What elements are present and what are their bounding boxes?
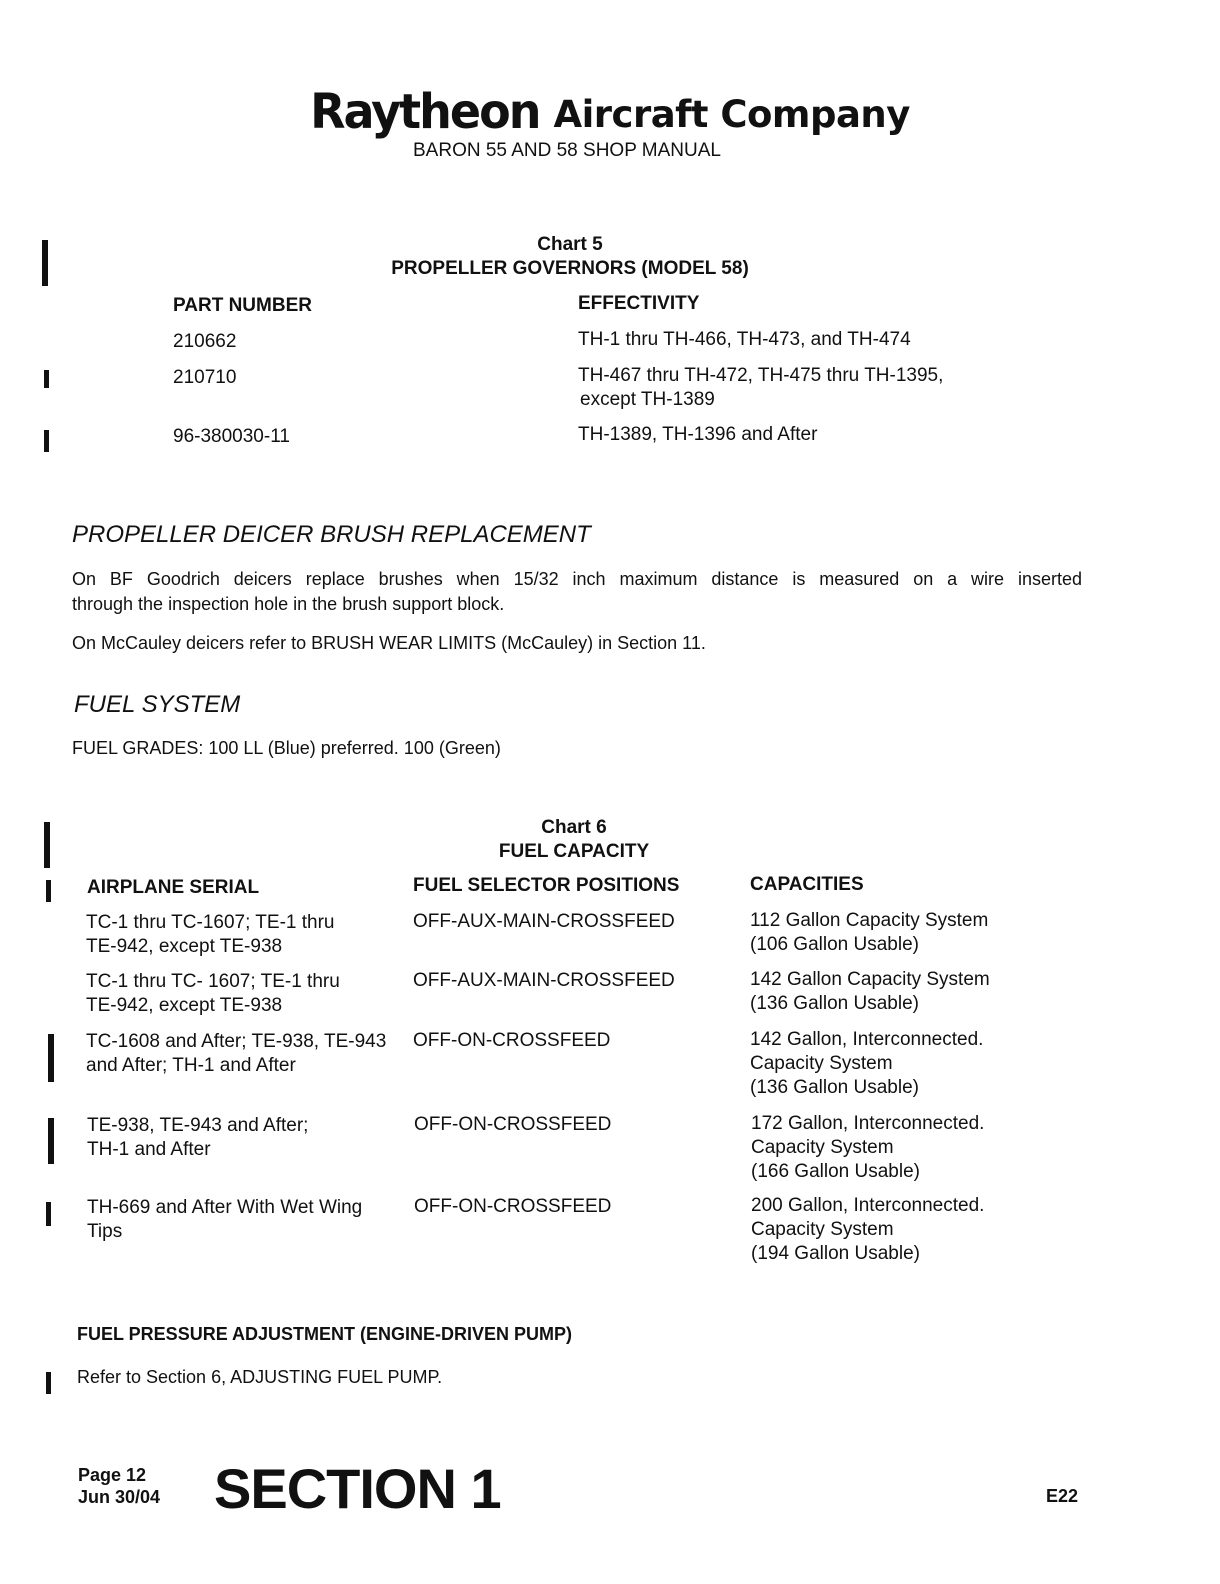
- footer-page-info: [78, 1464, 160, 1508]
- chart6-label: Chart 6: [541, 817, 607, 838]
- chart6-capacity: [751, 1194, 984, 1266]
- fuel-pressure-text: Refer to Section 6, ADJUSTING FUEL PUMP.: [77, 1367, 443, 1387]
- chart6-serial-line: TH-1 and After: [87, 1139, 211, 1160]
- deicer-paragraph: [72, 567, 1082, 617]
- chart6-serial-line: TE-942, except TE-938: [86, 995, 283, 1016]
- chart6-capacity-line: (136 Gallon Usable): [750, 1077, 919, 1098]
- change-bar: [46, 880, 51, 902]
- chart6-serial-line: and After; TH-1 and After: [86, 1055, 296, 1076]
- chart6-capacity-line: (106 Gallon Usable): [750, 934, 919, 955]
- change-bar: [42, 240, 48, 286]
- chart6-capacity-line: Capacity System: [750, 1053, 893, 1074]
- change-bar: [46, 1372, 51, 1394]
- change-bar: [44, 430, 49, 452]
- chart6-serial-line: TH-669 and After With Wet Wing: [87, 1197, 363, 1218]
- chart5-title: PROPELLER GOVERNORS (MODEL 58): [391, 258, 749, 279]
- chart5-label: Chart 5: [537, 234, 603, 255]
- chart6-capacity-line: Capacity System: [751, 1137, 894, 1158]
- company-logo: [0, 84, 1220, 138]
- change-bar: [48, 1118, 54, 1164]
- chart6-serial: [87, 1114, 308, 1162]
- chart6-capacity-line: (166 Gallon Usable): [751, 1161, 920, 1182]
- chart6-serial-line: TC-1 thru TC- 1607; TE-1 thru: [86, 971, 340, 992]
- section-title: SECTION 1: [214, 1457, 501, 1520]
- change-bar: [46, 1202, 51, 1226]
- chart6-header-selector: FUEL SELECTOR POSITIONS: [413, 875, 680, 896]
- chart5-part: 96-380030-11: [173, 426, 290, 447]
- chart5-header-effectivity: EFFECTIVITY: [578, 293, 700, 314]
- raytheon-logo-text: Raytheon: [310, 82, 540, 140]
- chart6-capacity-line: Capacity System: [751, 1219, 894, 1240]
- page-number: Page 12: [78, 1465, 147, 1485]
- fuel-grades-text: FUEL GRADES: 100 LL (Blue) preferred. 100 (Green): [72, 738, 501, 758]
- revision-date: Jun 30/04: [78, 1487, 161, 1507]
- fuel-system-heading: FUEL SYSTEM: [74, 691, 241, 718]
- chart6-selector: OFF-ON-CROSSFEED: [413, 1030, 611, 1051]
- deicer-paragraph-line: On BF Goodrich deicers replace brushes when 15/32 inch maximum distance is measured on a wire inserted: [72, 569, 1082, 589]
- chart5-header-part-number: PART NUMBER: [173, 295, 312, 316]
- mccauley-paragraph: On McCauley deicers refer to BRUSH WEAR LIMITS (McCauley) in Section 11.: [72, 633, 706, 653]
- chart6-serial-line: TC-1608 and After; TE-938, TE-943: [86, 1031, 387, 1052]
- chart6-capacity: [750, 909, 988, 957]
- chart6-header-serial: AIRPLANE SERIAL: [87, 877, 260, 898]
- change-bar: [48, 1034, 54, 1082]
- chart6-selector: OFF-AUX-MAIN-CROSSFEED: [413, 911, 675, 932]
- chart6-selector: OFF-AUX-MAIN-CROSSFEED: [413, 970, 675, 991]
- chart6-serial: [86, 970, 340, 1018]
- chart5-effectivity: TH-1389, TH-1396 and After: [578, 424, 818, 445]
- chart6-header-capacities: CAPACITIES: [750, 874, 864, 895]
- chart6-serial-line: Tips: [87, 1221, 123, 1242]
- chart6-capacity-line: (136 Gallon Usable): [750, 993, 919, 1014]
- chart5-effectivity: TH-467 thru TH-472, TH-475 thru TH-1395,: [578, 365, 944, 386]
- chart6-selector: OFF-ON-CROSSFEED: [414, 1114, 612, 1135]
- chart6-serial-line: TE-942, except TE-938: [86, 936, 283, 957]
- chart5-effectivity: TH-1 thru TH-466, TH-473, and TH-474: [578, 329, 911, 350]
- fuel-pressure-heading: FUEL PRESSURE ADJUSTMENT (ENGINE-DRIVEN PUMP): [77, 1324, 573, 1344]
- chart6-capacity: [750, 968, 990, 1016]
- chart6-title: FUEL CAPACITY: [498, 841, 650, 862]
- change-bar: [44, 822, 50, 868]
- change-bar: [44, 370, 49, 388]
- chart5-part: 210662: [173, 331, 237, 352]
- manual-title: BARON 55 AND 58 SHOP MANUAL: [413, 140, 721, 161]
- chart6-capacity-line: (194 Gallon Usable): [751, 1243, 920, 1264]
- chart6-serial: [87, 1196, 362, 1244]
- chart6-serial: [86, 1030, 386, 1078]
- chart6-capacity-line: 142 Gallon, Interconnected.: [750, 1029, 984, 1050]
- chart6-capacity-line: 200 Gallon, Interconnected.: [751, 1195, 985, 1216]
- chart6-serial-line: TE-938, TE-943 and After;: [87, 1115, 309, 1136]
- page-code: E22: [1046, 1486, 1079, 1506]
- chart5-part: 210710: [173, 367, 237, 388]
- company-name: Aircraft Company: [553, 93, 910, 136]
- deicer-paragraph-line: through the inspection hole in the brush support block.: [72, 594, 505, 614]
- chart6-capacity: [751, 1112, 984, 1184]
- chart6-selector: OFF-ON-CROSSFEED: [414, 1196, 612, 1217]
- chart6-capacity-line: 142 Gallon Capacity System: [750, 969, 990, 990]
- chart5-effectivity: except TH-1389: [580, 389, 715, 410]
- chart6-capacity-line: 172 Gallon, Interconnected.: [751, 1113, 985, 1134]
- deicer-heading: PROPELLER DEICER BRUSH REPLACEMENT: [72, 521, 591, 548]
- chart6-serial: [86, 911, 335, 959]
- chart6-capacity-line: 112 Gallon Capacity System: [750, 910, 989, 931]
- chart6-capacity: [750, 1028, 983, 1100]
- chart6-serial-line: TC-1 thru TC-1607; TE-1 thru: [86, 912, 335, 933]
